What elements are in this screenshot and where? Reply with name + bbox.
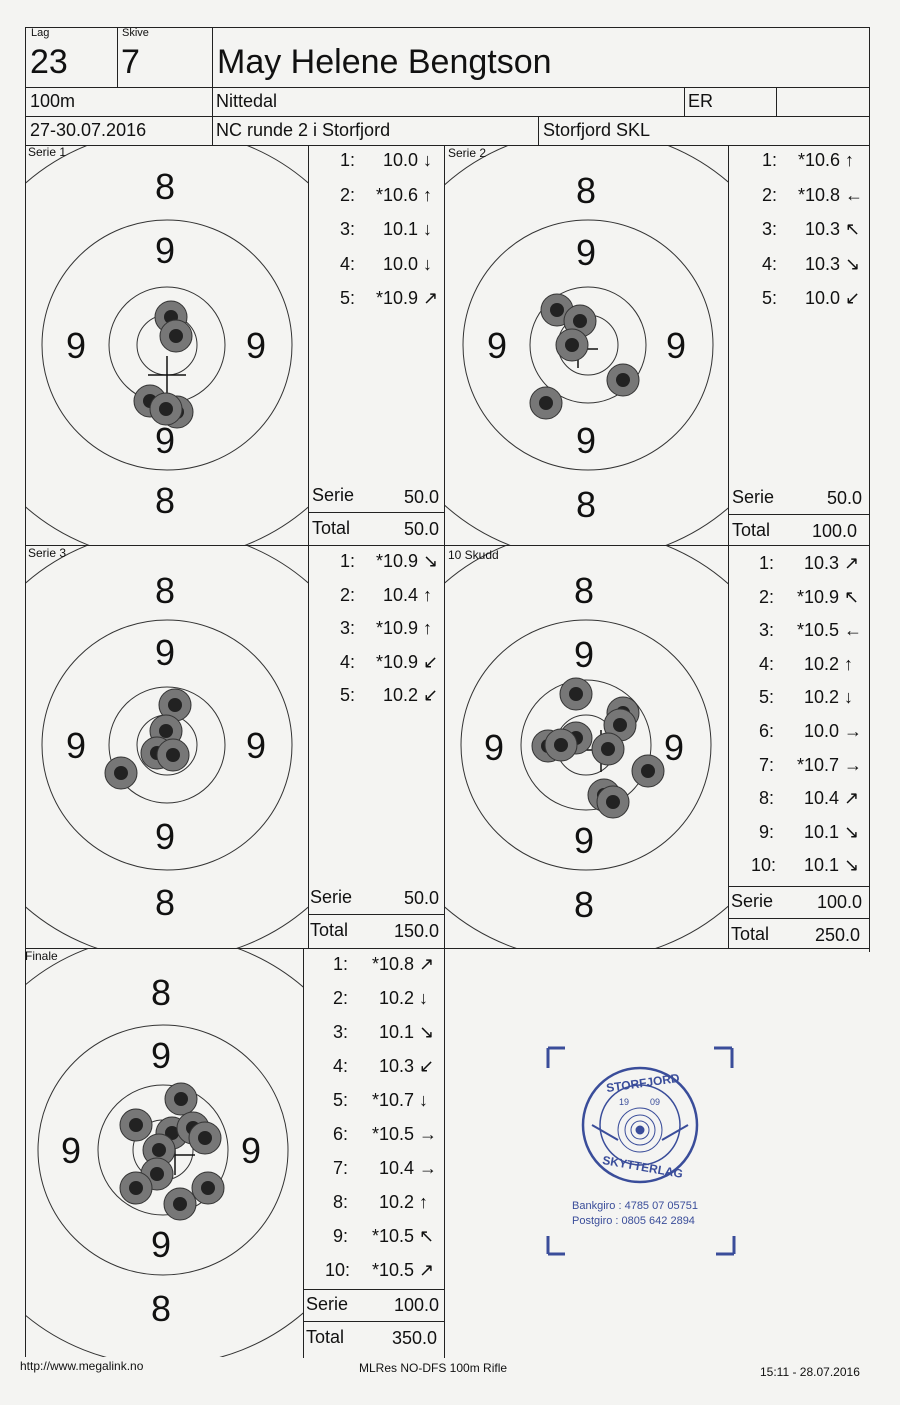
- shot-number: 1:: [762, 150, 778, 170]
- total-value: 250.0: [815, 925, 861, 945]
- panel-title: 10 Skudd: [448, 548, 499, 562]
- shot-number: 1:: [759, 553, 775, 573]
- shot-score: 10.2: [804, 653, 840, 674]
- footer-timestamp: 15:11 - 28.07.2016: [760, 1365, 860, 1379]
- shot-score: *10.9: [376, 618, 419, 638]
- club: Nittedal: [216, 91, 278, 111]
- shot-number: 5:: [762, 288, 778, 308]
- shot-score: 10.4: [804, 788, 840, 809]
- shot-number: 2:: [340, 584, 356, 605]
- shot-score: *10.6: [376, 184, 419, 205]
- shot-direction-arrow-icon: ↙: [423, 651, 439, 672]
- shot-score: 10.2: [379, 988, 415, 1008]
- stamp-club-name-top: STORFJORD: [605, 1070, 681, 1096]
- shot-number: 5:: [340, 685, 356, 705]
- shot-number: 5:: [759, 687, 775, 708]
- footer-software: MLRes NO-DFS 100m Rifle: [359, 1361, 508, 1375]
- serie-value: 100.0: [817, 892, 863, 912]
- ring-label-right-9: 9: [241, 1130, 262, 1171]
- ring-label-top-9: 9: [155, 632, 176, 673]
- ring-label-top-8: 8: [155, 570, 176, 611]
- shot-direction-arrow-icon: ↓: [419, 1090, 428, 1110]
- ring-label-bottom-9: 9: [155, 816, 176, 857]
- shot-number: 5:: [340, 288, 356, 308]
- shot-number: 1:: [340, 150, 356, 170]
- shot-score: *10.5: [372, 1260, 415, 1280]
- shot-direction-arrow-icon: ↗: [419, 1260, 435, 1280]
- shot-direction-arrow-icon: ↖: [419, 1226, 435, 1246]
- hole: [157, 739, 189, 771]
- skive-label: Skive: [122, 27, 149, 39]
- shot-score: 10.2: [804, 687, 840, 708]
- total-label: Total: [731, 924, 770, 944]
- shot-score: *10.9: [376, 551, 419, 571]
- shot-direction-arrow-icon: ↖: [845, 219, 861, 239]
- hole: [560, 678, 592, 710]
- shot-direction-arrow-icon: →: [844, 754, 862, 775]
- shot-number: 6:: [759, 721, 775, 741]
- ring-label-top-9: 9: [576, 232, 597, 273]
- ring-label-top-8: 8: [576, 170, 597, 211]
- total-value: 50.0: [404, 519, 440, 539]
- ring-label-bottom-8: 8: [151, 1288, 172, 1329]
- shot-score: *10.7: [372, 1090, 415, 1110]
- ring-label-top-9: 9: [574, 634, 595, 675]
- hole: [530, 387, 562, 419]
- shot-score: 10.4: [383, 584, 419, 605]
- stamp-club-name-bottom: SKYTTERLAG: [601, 1153, 684, 1181]
- ring-label-left-9: 9: [484, 727, 505, 768]
- lag-value: 23: [30, 43, 68, 81]
- hole: [120, 1172, 152, 1204]
- serie-value: 50.0: [404, 888, 440, 908]
- shot-score: 10.0: [383, 253, 419, 274]
- shot-score: *10.6: [798, 150, 841, 170]
- shot-direction-arrow-icon: ↗: [423, 288, 439, 308]
- shot-number: 3:: [340, 219, 356, 239]
- shot-number: 4:: [333, 1056, 349, 1076]
- serie-label: Serie: [731, 891, 774, 911]
- shot-number: 7:: [333, 1158, 349, 1178]
- total-value: 150.0: [394, 921, 440, 941]
- shot-number: 2:: [759, 586, 775, 607]
- ring-label-left-9: 9: [487, 325, 508, 366]
- hole: [192, 1172, 224, 1204]
- ring-label-top-9: 9: [155, 230, 176, 271]
- shot-score: *10.8: [372, 954, 415, 974]
- stamp-year-left: 19: [619, 1097, 630, 1107]
- class: ER: [688, 91, 714, 111]
- shot-direction-arrow-icon: ↗: [844, 553, 860, 573]
- shot-direction-arrow-icon: ↑: [423, 184, 432, 205]
- shot-direction-arrow-icon: ↙: [419, 1056, 435, 1076]
- ring-label-bottom-9: 9: [151, 1224, 172, 1265]
- distance: 100m: [30, 91, 76, 111]
- hole: [189, 1122, 221, 1154]
- ring-label-top-8: 8: [574, 570, 595, 611]
- shot-score: 10.2: [383, 685, 419, 705]
- shot-direction-arrow-icon: ↓: [423, 150, 432, 170]
- shooter-name: May Helene Bengtson: [217, 43, 552, 81]
- hole: [545, 729, 577, 761]
- shot-number: 8:: [333, 1192, 349, 1212]
- ring-label-top-8: 8: [155, 166, 176, 207]
- shot-direction-arrow-icon: ↑: [844, 653, 853, 674]
- skive-value: 7: [121, 43, 140, 81]
- shot-direction-arrow-icon: ↙: [845, 288, 861, 308]
- shot-number: 1:: [333, 954, 349, 974]
- shot-direction-arrow-icon: ↖: [844, 586, 860, 607]
- shot-number: 3:: [759, 620, 775, 641]
- shot-number: 7:: [759, 754, 775, 775]
- serie-value: 50.0: [404, 487, 440, 507]
- ring-label-right-9: 9: [246, 325, 267, 366]
- shot-score: *10.5: [372, 1226, 415, 1246]
- hole: [164, 1188, 196, 1220]
- shot-number: 9:: [759, 821, 775, 842]
- ring-label-left-9: 9: [66, 725, 87, 766]
- shot-score: 10.1: [383, 219, 419, 239]
- shot-score: *10.9: [376, 288, 419, 308]
- shot-score: 10.1: [804, 855, 840, 876]
- shot-number: 5:: [333, 1090, 349, 1110]
- shot-score: *10.9: [376, 651, 419, 672]
- shot-direction-arrow-icon: →: [419, 1158, 437, 1178]
- hole: [592, 733, 624, 765]
- shot-number: 9:: [333, 1226, 349, 1246]
- organizer: Storfjord SKL: [543, 120, 651, 140]
- serie-label: Serie: [306, 1294, 349, 1314]
- shot-number: 4:: [762, 253, 778, 274]
- ring-label-right-9: 9: [246, 725, 267, 766]
- shot-direction-arrow-icon: ↘: [845, 253, 861, 274]
- shot-score: 10.0: [805, 288, 841, 308]
- panel-title: Serie 3: [28, 546, 67, 560]
- shot-number: 8:: [759, 788, 775, 809]
- ring-label-left-9: 9: [61, 1130, 82, 1171]
- shot-score: *10.5: [797, 620, 840, 641]
- shot-score: *10.7: [797, 754, 840, 775]
- shot-score: 10.3: [805, 253, 841, 274]
- shot-direction-arrow-icon: ↙: [423, 685, 439, 705]
- shot-score: *10.8: [798, 184, 841, 205]
- hole: [105, 757, 137, 789]
- shot-number: 3:: [333, 1022, 349, 1042]
- shot-number: 10:: [325, 1260, 351, 1280]
- panel-title: Serie 2: [448, 146, 487, 160]
- shot-number: 6:: [333, 1124, 349, 1144]
- ring-label-bottom-8: 8: [574, 884, 595, 925]
- shot-direction-arrow-icon: ↑: [423, 618, 432, 638]
- shot-number: 2:: [340, 184, 356, 205]
- ring-label-top-9: 9: [151, 1035, 172, 1076]
- shot-direction-arrow-icon: ↗: [419, 954, 435, 974]
- shot-number: 4:: [340, 253, 356, 274]
- shot-number: 3:: [340, 618, 356, 638]
- shot-direction-arrow-icon: ↘: [419, 1022, 435, 1042]
- shot-score: 10.0: [383, 150, 419, 170]
- shot-score: 10.3: [379, 1056, 415, 1076]
- shot-direction-arrow-icon: ↘: [844, 855, 860, 876]
- lag-label: Lag: [31, 27, 50, 39]
- shot-score: 10.1: [379, 1022, 415, 1042]
- ring-label-bottom-8: 8: [576, 484, 597, 525]
- hole: [597, 786, 629, 818]
- shot-score: 10.4: [379, 1158, 415, 1178]
- shot-score: 10.0: [804, 721, 840, 741]
- stamp-year-right: 09: [650, 1097, 661, 1107]
- hole: [607, 364, 639, 396]
- shot-score: *10.5: [372, 1124, 415, 1144]
- panel-title: Finale: [25, 949, 58, 963]
- shot-score: 10.2: [379, 1192, 415, 1212]
- shot-number: 2:: [762, 184, 778, 205]
- shot-direction-arrow-icon: ←: [845, 184, 863, 205]
- ring-label-left-9: 9: [66, 325, 87, 366]
- shot-direction-arrow-icon: ↘: [423, 551, 439, 571]
- shot-number: 10:: [751, 855, 777, 876]
- shot-direction-arrow-icon: ↘: [844, 821, 860, 842]
- stamp-postgiro: Postgiro : 0805 642 2894: [572, 1215, 695, 1227]
- total-label: Total: [306, 1327, 345, 1347]
- serie-value: 50.0: [827, 488, 863, 508]
- hole: [165, 1083, 197, 1115]
- shot-direction-arrow-icon: →: [419, 1124, 437, 1144]
- ring-label-top-8: 8: [151, 972, 172, 1013]
- shot-score: *10.9: [797, 586, 840, 607]
- shot-direction-arrow-icon: ↓: [423, 253, 432, 274]
- shot-direction-arrow-icon: ↑: [845, 150, 854, 170]
- ring-label-bottom-8: 8: [155, 480, 176, 521]
- shot-score: 10.1: [804, 821, 840, 842]
- panel-title: Serie 1: [28, 145, 67, 159]
- serie-label: Serie: [310, 887, 353, 907]
- stamp-bankgiro: Bankgiro : 4785 07 05751: [572, 1200, 698, 1212]
- hole: [556, 329, 588, 361]
- shot-number: 2:: [333, 988, 349, 1008]
- shot-direction-arrow-icon: ↓: [844, 687, 853, 708]
- total-label: Total: [732, 520, 771, 540]
- shot-direction-arrow-icon: ↑: [419, 1192, 428, 1212]
- shot-score: 10.3: [804, 553, 840, 573]
- shot-direction-arrow-icon: ↓: [423, 219, 432, 239]
- ring-label-bottom-9: 9: [155, 420, 176, 461]
- ring-label-bottom-9: 9: [574, 820, 595, 861]
- shot-direction-arrow-icon: ↑: [423, 584, 432, 605]
- shot-direction-arrow-icon: ↓: [419, 988, 428, 1008]
- total-label: Total: [310, 920, 349, 940]
- ring-label-bottom-9: 9: [576, 420, 597, 461]
- serie-value: 100.0: [394, 1295, 440, 1315]
- shot-score: 10.3: [805, 219, 841, 239]
- shot-number: 1:: [340, 551, 356, 571]
- ring-label-right-9: 9: [666, 325, 687, 366]
- hole: [120, 1109, 152, 1141]
- dates: 27-30.07.2016: [30, 120, 147, 140]
- serie-label: Serie: [312, 485, 355, 505]
- total-label: Total: [312, 518, 351, 538]
- shot-number: 4:: [759, 653, 775, 674]
- total-value: 100.0: [812, 521, 858, 541]
- ring-label-bottom-8: 8: [155, 882, 176, 923]
- hole: [632, 755, 664, 787]
- serie-label: Serie: [732, 487, 775, 507]
- event: NC runde 2 i Storfjord: [216, 120, 391, 140]
- total-value: 350.0: [392, 1328, 438, 1348]
- hole: [160, 320, 192, 352]
- shot-direction-arrow-icon: ←: [844, 620, 862, 641]
- shot-number: 3:: [762, 219, 778, 239]
- shot-direction-arrow-icon: ↗: [844, 788, 860, 809]
- footer-url: http://www.megalink.no: [20, 1359, 144, 1373]
- ring-label-right-9: 9: [664, 727, 685, 768]
- shot-direction-arrow-icon: →: [844, 721, 862, 741]
- shot-number: 4:: [340, 651, 356, 672]
